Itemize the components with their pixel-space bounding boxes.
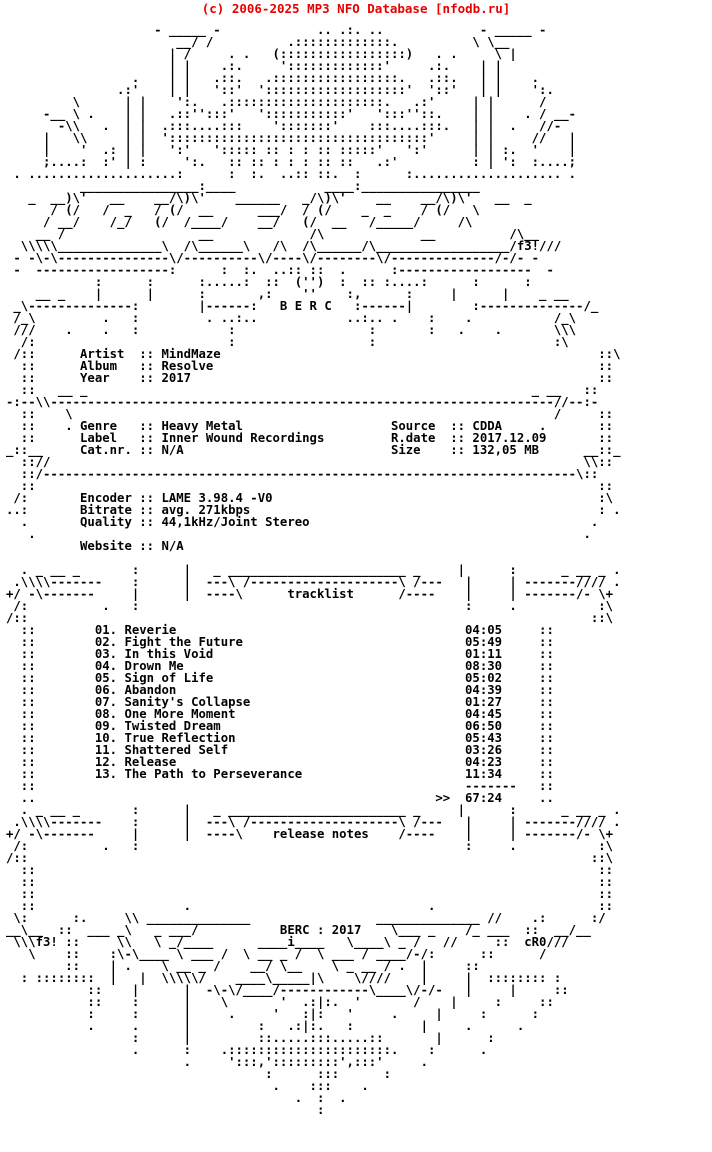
nfo-db-copyright-header: (c) 2006-2025 MP3 NFO Database [nfodb.ru] <box>201 1 511 16</box>
nfo-ascii-document: - _____ - .. .:. .. - _____ - __/ / .:::::::::::::. \ \__ | / . . (:::::::::::::::::) . . \ | | | .:. ':::::::::::::' .:. | | . | | .::. .:::::::::::::::::. .::. | | . .:' | | '::' ':::::::::::::::::::' '::' | | ':. \ | | ':. .:::::::::::::::::::::. .:' | | / -__ \ . | | .::'':::' ':::::::::::' ':::''::. | | . / __- -\\ . | | .:::....::: ':::::::' :::....:::. | | . //- | \\ | | ':::::::::::::::::::::::::::::::::::' | | // | | ' .: | | ':' '::::: :: : : :: :::::' ':' | | :. ' | ;....: :' | : ':. :: :: : : : :: :: .:' : | ': :....; . ....................: : :. ..:: ::. : :.................... . ________________:____ ____:________________ _ __)\' __ __/\)\' ______ _/\)\' __ __/\)\' __ _ / (/ / _ / (/ __ ___/ / (/ _ _ / (/ \ / __/ /_/ (/ /____/ __/ (/ __ /_____/ /\ __ / __ /\ __ /\__ \\\\\______________\ /\______\ /\ /\______/\__________________/f3!/// - -\-\---------------\/----------\/----\/--------\/--------------/-/- - - ------------------: : :. ..:: :: . :------------------ - : : :.....: :: ('') : :: :....: : : __ _ | | : ,: '' :, : | | _ __ _\--------------: |------: B E R C :------| :--------------/_ /_\ . : . ..:.. ..:.. . : . /_\ /// . . : : : : . . \\\ /: : : :\ /:: Artist :: MindMaze ::\ :: Album :: Resolve :: :: Year :: 2017 :: :: __ _ _ __ :: -:--\\--------------------------------------------------------------------//--:- :: \ / :: :: . Genre :: Heavy Metal Source :: CDDA . :: :: Label :: Inner Wound Recordings R.date :: 2017.12.09 :: _::__ Cat.nr. :: N/A Size :: 132,05 MB __::_ ::// \\:: ::/------------------------------------------------------------------------\:: :: :: /: Encoder :: LAME 3.98.4 -V0 :\ ..: Bitrate :: avg. 271kbps : . . Quality :: 44,1kHz/Joint Stereo . . . Website :: N/A . _ __ _ : | _ ________________________ _ | : _ __ _ . .\\\\------- : | ---\ /--------------------\ /--- | | -------//// . +/ -\------- | | ----\ tracklist /---- | | -------/- \+ /: . : : . :\ /:: ::\ :: 01. Reverie 04:05 :: :: 02. Fight the Future 05:49 :: :: 03. In this Void 01:11 :: :: 04. Drown Me 08:30 :: :: 05. Sign of Life 05:02 :: :: 06. Abandon 04:39 :: :: 07. Sanity's Collapse 01:27 :: :: 08. One More Moment 04:45 :: :: 09. Twisted Dream 06:50 :: :: 10. True Reflection 05:43 :: :: 11. Shattered Self 03:26 :: :: 12. Release 04:23 :: :: 13. The Path to Perseverance 11:34 :: :: ------- :: .. >> 67:24 .. . _ __ _ : | _ ________________________ _ | : _ __ _ . .\\\\------- : | ---\ /--------------------\ /--- | | -------//// . +/ -\------- | | ----\ release notes /---- | | -------/- \+ /: . : : . :\ /:: ::\ :: :: :: :: :: :: :: . . :: \: :. \\ ______________ ______________ // .: :/ __\__ :: ___ _\ _ ___/ BERC : 2017 \___ _ /_ ___ :: __/__ \\\f3! :: \\ \ _/____ ____i____ \____\ _ / // :: cR0/// \ :: :\-\____ \ ___ / \ __ _ / \ ___ / ____/-/: :: / :: | . \ __ _ / __/ \__ \ _ __ / . | :: : :::::::: | | \\\\\/ ____\_____|\ \//// | | :::::::: : :: | | -\-\/____/------------\____\/-/- | | :: :: : | \ ' .:|:. ' / | : :: : : | . ' :|: ' . | : : . . | : .:|:. : | . . : | ::.....:::.....:: | : . : .::::::::::::::::::::::. : . . ':::,':::::::::',:::' . : ::: : . ::: . . : . : <box>6 23 621 1117</box>
